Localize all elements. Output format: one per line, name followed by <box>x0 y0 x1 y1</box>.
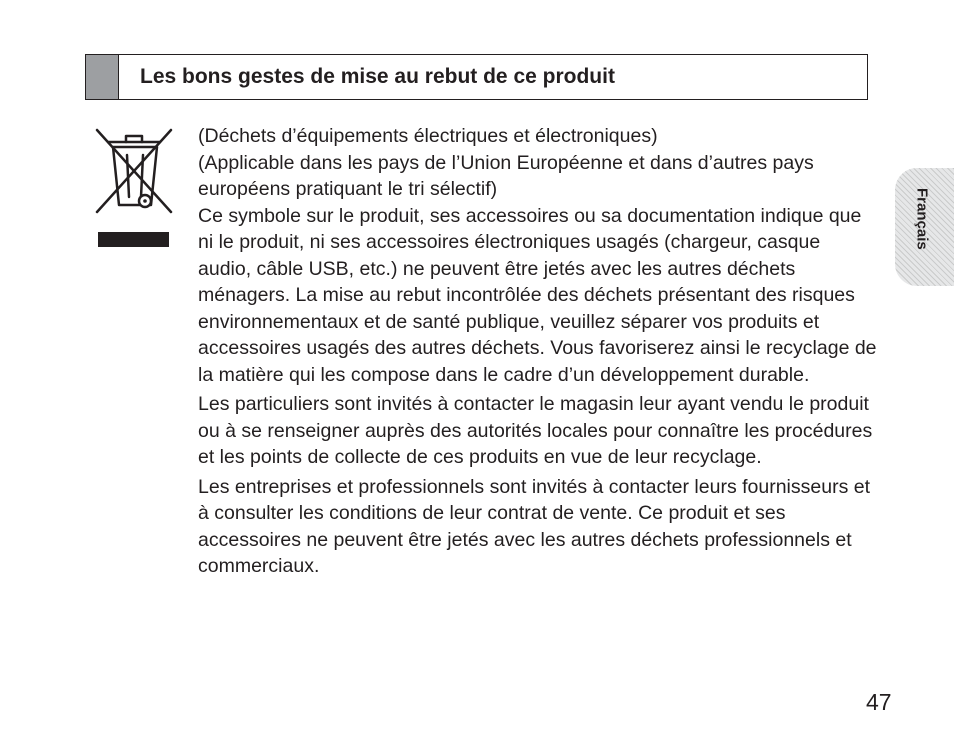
paragraph-applicability: (Applicable dans les pays de l’Union Européenne et dans d’autres pays européens pratiquant le tri sélectif) <box>198 151 814 200</box>
disposal-text <box>198 123 878 580</box>
paragraph-weee-title: (Déchets d’équipements électriques et électroniques) <box>198 125 658 147</box>
paragraph-symbol-meaning: Ce symbole sur le produit, ses accessoires ou sa documentation indique que ni le produit, ni ses accessoires électroniques usagés (chargeur, casque audio, câble USB, etc.) ne peuvent être jetés avec les autres déchets ménagers. La mise au rebut incontrôlée des déchets présentant des risques environnementaux et de santé publique, veuillez séparer vos produits et accessoires usagés des autres déchets. Vous favoriserez ainsi le recyclage de la matière qui les compose dans le cadre d’un développement durable. <box>198 204 877 386</box>
section-header <box>85 54 868 100</box>
language-tab <box>895 168 954 286</box>
paragraph-individuals: Les particuliers sont invités à contacter le magasin leur ayant vendu le produit ou à se renseigner auprès des autorités locales pour connaître les procédures et les points de collecte de ces produits en vue de leur recyclage. <box>198 393 873 468</box>
paragraph-businesses: Les entreprises et professionnels sont invités à contacter leurs fournisseurs et à consulter les conditions de leur contrat de vente. Ce produit et ses accessoires ne peuvent être jetés avec les autres déchets professionnels et commerciaux. <box>198 475 871 577</box>
page-number: 47 <box>866 689 892 715</box>
crossed-out-wheelie-bin-icon <box>93 125 175 250</box>
language-tab-label: Français <box>913 188 931 250</box>
header-accent-block <box>86 55 119 99</box>
section-title: Les bons gestes de mise au rebut de ce produit <box>140 65 615 88</box>
